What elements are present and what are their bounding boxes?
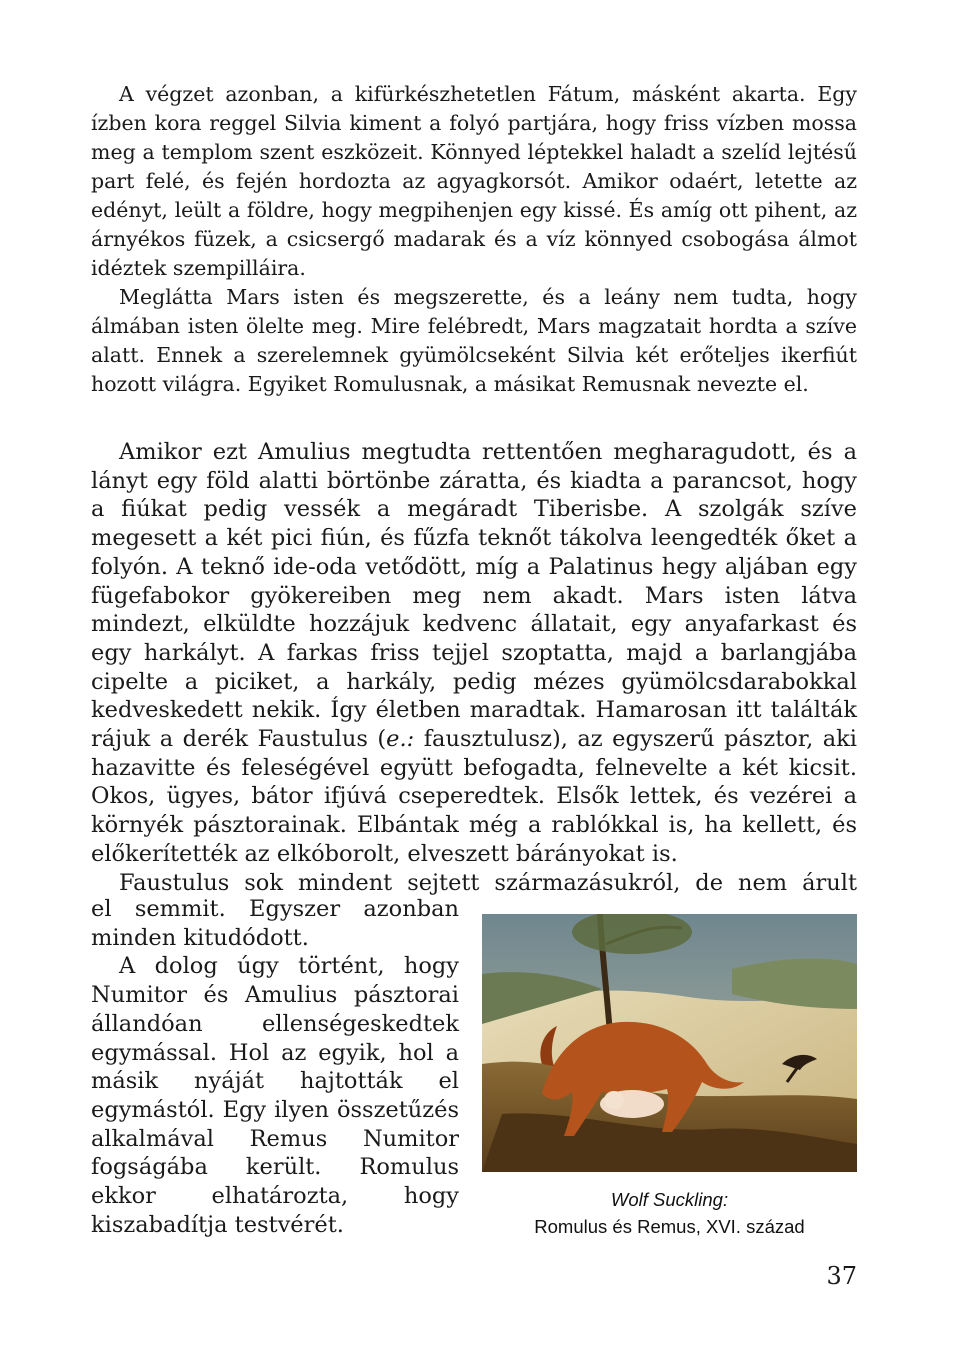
pronunciation-abbr: e.: <box>386 726 415 753</box>
wrapped-text-column <box>91 895 459 1239</box>
page-number: 37 <box>826 1262 857 1290</box>
section-two <box>91 438 857 897</box>
paragraph-first-line: Faustulus sok mindent sejtett származásukról, de nem árult <box>119 869 857 896</box>
section-one <box>91 80 857 399</box>
caption-artist: Wolf Suckling: <box>610 1189 729 1210</box>
paragraph-continuation: el semmit. Egyszer azonban minden kitudódott. <box>91 896 459 951</box>
paragraph: Meglátta Mars isten és megszerette, és a leány nem tudta, hogy álmában isten ölelte meg. Mire felébredt, Mars magzatait hordta a szíve alatt. Ennek a szerelemnek gyümölcseként Silvia két erőteljes ikerfiút hozott világra. Egyiket Romulusnak, a másikat Remusnak nevezte el. <box>91 285 857 396</box>
paragraph-text: Amikor ezt Amulius megtudta rettentően megharagudott, és a lányt egy föld alatti börtönbe záratta, és kiadta a parancsot, hogy a fiúkat pedig vessék a megáradt Tiberisbe. A szolgák szíve megesett a két pici fiún, és fűzfa teknőt tákolva leengedték őket a folyón. A teknő ide-oda vetődött, míg a Palatinus hegy aljában egy fügefabokor gyökereiben meg nem akadt. Mars isten látva mindezt, elküldte hozzájuk kedvenc állatait, egy anyafarkast és egy harkályt. A farkas friss tejjel szoptatta, majd a barlangjába cipelte a piciket, a harkály, pedig mézes gyümölcsdarabokkal kedveskedett nekik. Így életben maradtak. Hamarosan itt találták rájuk a derék Faustulus ( <box>91 439 857 753</box>
paragraph-text: fausztulusz), az egyszerű pásztor, aki hazavitte és feleségével együtt befogadta, felnevelte a két kicsit. Okos, ügyes, bátor ifjúvá cseperedtek. Elsők lettek, és vezérei a környék pásztorainak. Elbántak még a rablókkal is, ha kellett, és előkerítették az elkóborolt, elveszett bárányokat is. <box>91 726 857 867</box>
painting-image <box>482 914 857 1172</box>
paragraph: A dolog úgy történt, hogy Numitor és Amulius pásztorai állandóan ellenségeskedtek egymással. Hol az egyik, hol a másik nyáját hajtották el egymástól. Egy ilyen összetűzés alkalmával Remus Numitor fogságába került. Romulus ekkor elhatározta, hogy kiszabadítja testvérét. <box>91 953 459 1238</box>
figure-caption <box>482 1186 857 1240</box>
paragraph: A végzet azonban, a kifürkészhetetlen Fátum, másként akarta. Egy ízben kora reggel Silvia kiment a folyó partjára, hogy friss vízben mossa meg a templom szent eszközeit. Könnyed léptekkel haladt a szelíd lejtésű part felé, és fején hordozta az agyagkorsót. Amikor odaért, letette az edényt, leült a földre, hogy megpihenjen egy kissé. És amíg ott pihent, az árnyékos füzek, a csicsergő madarak és a víz könnyed csobogása álmot idéztek szempilláira. <box>91 82 857 280</box>
figure <box>482 914 857 1240</box>
paragraph <box>91 438 857 869</box>
caption-title: Romulus és Remus, XVI. század <box>534 1216 805 1237</box>
